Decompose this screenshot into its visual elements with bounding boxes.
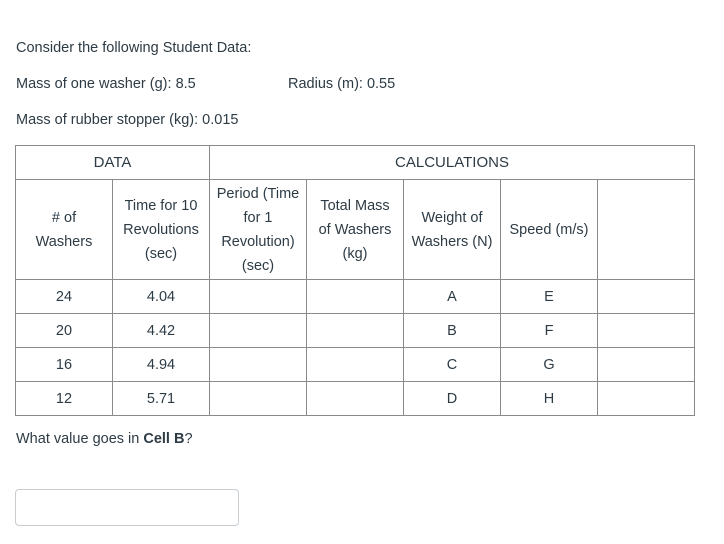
- table-cell: E: [501, 280, 598, 314]
- intro-text: Consider the following Student Data:: [16, 40, 252, 56]
- table-cell: [598, 280, 695, 314]
- column-header-1: [16, 180, 113, 280]
- table-cell: [210, 382, 307, 416]
- table-header-row: [16, 180, 695, 280]
- column-header-4: [307, 180, 404, 280]
- table-cell: [210, 314, 307, 348]
- table-cell: [307, 280, 404, 314]
- column-header-line: Washers: [35, 233, 93, 250]
- mass-stopper-text: Mass of rubber stopper (kg): 0.015: [16, 112, 239, 128]
- column-header-line: Total Mass: [320, 197, 390, 214]
- column-header-line: of Washers: [318, 221, 392, 238]
- radius-text: Radius (m): 0.55: [288, 76, 396, 92]
- column-header-line: Speed (m/s): [509, 221, 589, 238]
- column-header-7: [598, 180, 695, 280]
- table-cell: D: [404, 382, 501, 416]
- column-header-line: Time for 10: [124, 197, 198, 214]
- table-row: [16, 382, 695, 416]
- column-header-line: Revolutions: [123, 221, 199, 238]
- column-header-line: (sec): [144, 245, 178, 262]
- table-cell: G: [501, 348, 598, 382]
- table-group-row: [16, 146, 695, 180]
- group-header-calculations: CALCULATIONS: [210, 146, 695, 180]
- table-cell: A: [404, 280, 501, 314]
- table-cell: 16: [16, 348, 113, 382]
- table-row: [16, 280, 695, 314]
- question-prefix: What value goes in: [16, 431, 144, 447]
- column-header-line: Weight of: [421, 209, 483, 226]
- table-cell: H: [501, 382, 598, 416]
- table-cell: 5.71: [113, 382, 210, 416]
- column-header-line: Period (Time: [216, 185, 300, 202]
- column-header-line: (sec): [241, 257, 275, 274]
- table-cell: F: [501, 314, 598, 348]
- table-cell: [307, 348, 404, 382]
- column-header-5: [404, 180, 501, 280]
- column-header-line: for 1: [243, 209, 273, 226]
- question-cell: Cell B: [143, 431, 185, 447]
- table-cell: [598, 382, 695, 416]
- answer-input[interactable]: [15, 489, 239, 526]
- group-header-data: DATA: [16, 146, 210, 180]
- table-row: [16, 348, 695, 382]
- mass-washer-text: Mass of one washer (g): 8.5: [16, 76, 196, 92]
- table-cell: 12: [16, 382, 113, 416]
- table-cell: 4.04: [113, 280, 210, 314]
- table-cell: 4.94: [113, 348, 210, 382]
- table-cell: [210, 280, 307, 314]
- table-cell: 24: [16, 280, 113, 314]
- table-cell: [598, 314, 695, 348]
- table-cell: [598, 348, 695, 382]
- table-cell: B: [404, 314, 501, 348]
- table-row: [16, 314, 695, 348]
- column-header-6: [501, 180, 598, 280]
- column-header-line: Washers (N): [411, 233, 493, 250]
- column-header-line: # of: [51, 209, 77, 226]
- table-body: [16, 280, 695, 416]
- student-data-table: [15, 145, 695, 416]
- table-cell: [307, 382, 404, 416]
- table-cell: [210, 348, 307, 382]
- question-suffix: ?: [184, 431, 193, 447]
- column-header-line: Revolution): [221, 233, 295, 250]
- column-header-3: [210, 180, 307, 280]
- table-cell: 20: [16, 314, 113, 348]
- table-cell: C: [404, 348, 501, 382]
- question-text: [16, 431, 193, 447]
- column-header-2: [113, 180, 210, 280]
- table-cell: 4.42: [113, 314, 210, 348]
- column-header-line: (kg): [342, 245, 368, 262]
- table-cell: [307, 314, 404, 348]
